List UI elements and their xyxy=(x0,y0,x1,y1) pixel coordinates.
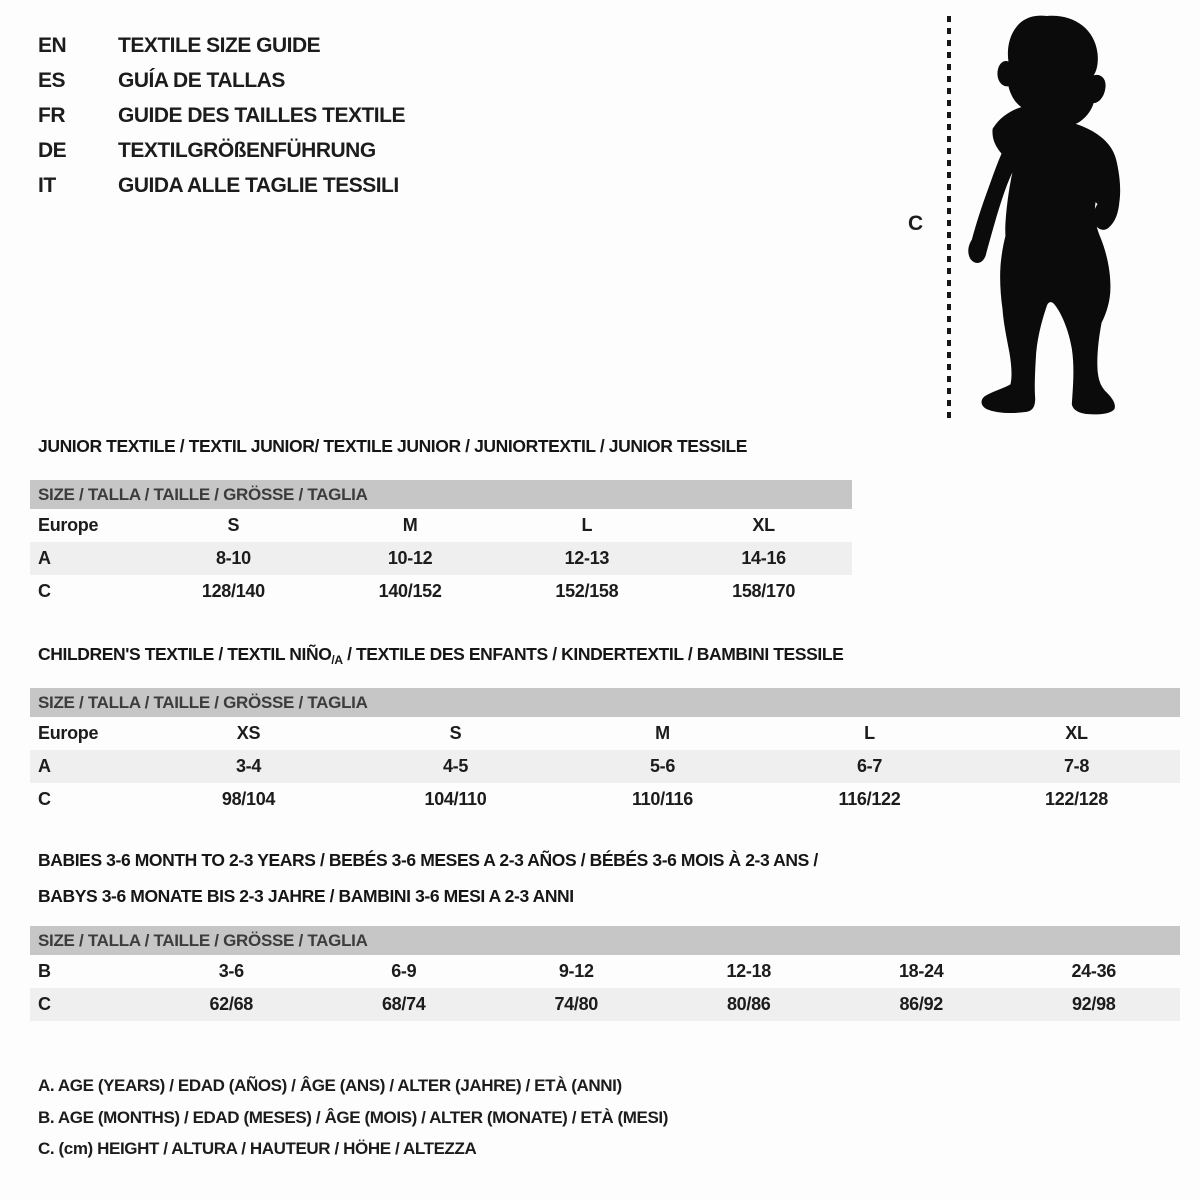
size-column: S xyxy=(449,723,462,743)
height-value: 86/92 xyxy=(899,994,944,1014)
age-value: 10-12 xyxy=(387,548,433,568)
age-years-row xyxy=(30,750,1180,783)
height-value: 74/80 xyxy=(554,994,599,1014)
language-code: FR xyxy=(38,104,65,127)
guide-title-it: GUIDA ALLE TAGLIE TESSILI xyxy=(118,174,399,197)
children-title-subscript: /A xyxy=(331,653,343,667)
height-value: 80/86 xyxy=(726,994,771,1014)
size-column: XL xyxy=(752,515,775,535)
legend-age-months: B. AGE (MONTHS) / EDAD (MESES) / ÂGE (MOIS) / ALTER (MONATE) / ETÀ (MESI) xyxy=(38,1107,668,1127)
language-code: EN xyxy=(38,34,67,57)
row-label: C xyxy=(38,789,51,809)
age-value: 14-16 xyxy=(741,548,786,568)
age-months-value: 18-24 xyxy=(898,961,944,981)
size-column: L xyxy=(864,723,875,743)
language-row-es xyxy=(38,63,405,98)
children-title-part1: CHILDREN'S TEXTILE / TEXTIL NIÑO xyxy=(38,644,332,664)
height-value: 92/98 xyxy=(1071,994,1116,1014)
language-row-it xyxy=(38,168,405,203)
height-cm-row xyxy=(30,783,1180,816)
size-header-bar: SIZE / TALLA / TAILLE / GRÖSSE / TAGLIA xyxy=(30,480,852,509)
legend-age-years: A. AGE (YEARS) / EDAD (AÑOS) / ÂGE (ANS) / ALTER (JAHRE) / ETÀ (ANNI) xyxy=(38,1076,622,1095)
babies-title-line2: BABYS 3-6 MONATE BIS 2-3 JAHRE / BAMBINI 3-6 MESI A 2-3 ANNI xyxy=(38,886,574,906)
age-value: 4-5 xyxy=(442,756,469,776)
guide-title-en: TEXTILE SIZE GUIDE xyxy=(118,34,321,57)
age-value: 8-10 xyxy=(215,548,251,568)
height-dashed-line xyxy=(947,16,951,418)
height-value: 62/68 xyxy=(209,994,254,1014)
height-value: 110/116 xyxy=(632,789,693,809)
height-value: 68/74 xyxy=(381,994,426,1014)
language-title-list xyxy=(38,28,405,203)
language-row-fr xyxy=(38,98,405,133)
size-columns-row xyxy=(30,717,1180,750)
height-value: 140/152 xyxy=(378,581,442,601)
junior-size-table xyxy=(30,480,852,608)
height-value: 152/158 xyxy=(555,581,619,601)
height-cm-row xyxy=(30,575,852,608)
guide-title-fr: GUIDE DES TAILLES TEXTILE xyxy=(118,104,405,127)
row-label: B xyxy=(38,961,51,981)
height-value: 98/104 xyxy=(221,789,276,809)
guide-title-es: GUÍA DE TALLAS xyxy=(118,69,285,92)
size-header-bar: SIZE / TALLA / TAILLE / GRÖSSE / TAGLIA xyxy=(30,926,1180,955)
toddler-silhouette-icon xyxy=(958,12,1150,418)
height-value: 116/122 xyxy=(838,789,901,809)
height-value: 104/110 xyxy=(424,789,487,809)
age-months-value: 24-36 xyxy=(1071,961,1117,981)
height-value: 128/140 xyxy=(201,581,265,601)
age-value: 12-13 xyxy=(564,548,610,568)
size-header-bar: SIZE / TALLA / TAILLE / GRÖSSE / TAGLIA xyxy=(30,688,1180,717)
age-value: 6-7 xyxy=(856,756,883,776)
size-column: M xyxy=(402,515,418,535)
size-column: M xyxy=(655,723,670,743)
measurement-legend xyxy=(38,1070,668,1165)
language-row-en xyxy=(38,28,405,63)
junior-table-title: JUNIOR TEXTILE / TEXTIL JUNIOR/ TEXTILE JUNIOR / JUNIORTEXTIL / JUNIOR TESSILE xyxy=(38,436,748,456)
children-title-part2: / TEXTILE DES ENFANTS / KINDERTEXTIL / BAMBINI TESSILE xyxy=(342,644,844,664)
row-label: C xyxy=(38,994,51,1014)
height-value: 158/170 xyxy=(732,581,796,601)
age-months-value: 6-9 xyxy=(391,961,417,981)
size-columns-row xyxy=(30,509,852,542)
region-label: Europe xyxy=(38,515,99,535)
size-column: L xyxy=(581,515,593,535)
region-label: Europe xyxy=(38,723,99,743)
age-months-value: 12-18 xyxy=(726,961,772,981)
age-months-value: 3-6 xyxy=(218,961,244,981)
size-column: XL xyxy=(1065,723,1088,743)
guide-title-de: TEXTILGRÖßENFÜHRUNG xyxy=(118,139,376,162)
row-label: C xyxy=(38,581,51,601)
babies-table-title xyxy=(38,842,818,914)
size-column: S xyxy=(227,515,240,535)
age-value: 7-8 xyxy=(1063,756,1090,776)
age-months-value: 9-12 xyxy=(558,961,594,981)
row-label: A xyxy=(38,756,51,776)
language-code: IT xyxy=(38,174,56,197)
language-row-de xyxy=(38,133,405,168)
language-code: DE xyxy=(38,139,67,162)
children-table-title xyxy=(38,644,843,667)
age-value: 5-6 xyxy=(649,756,676,776)
age-years-row xyxy=(30,542,852,575)
babies-size-table xyxy=(30,926,1180,1021)
language-code: ES xyxy=(38,69,66,92)
height-value: 122/128 xyxy=(1045,789,1108,809)
height-cm-row xyxy=(30,988,1180,1021)
height-measure-label: C xyxy=(908,212,924,235)
legend-height-cm: C. (cm) HEIGHT / ALTURA / HAUTEUR / HÖHE / ALTEZZA xyxy=(38,1139,477,1158)
age-months-row xyxy=(30,955,1180,988)
row-label: A xyxy=(38,548,51,568)
babies-title-line1: BABIES 3-6 MONTH TO 2-3 YEARS / BEBÉS 3-6 MESES A 2-3 AÑOS / BÉBÉS 3-6 MOIS À 2-3 ANS / xyxy=(38,850,818,870)
size-column: XS xyxy=(236,723,261,743)
age-value: 3-4 xyxy=(235,756,262,776)
children-size-table xyxy=(30,688,1180,816)
